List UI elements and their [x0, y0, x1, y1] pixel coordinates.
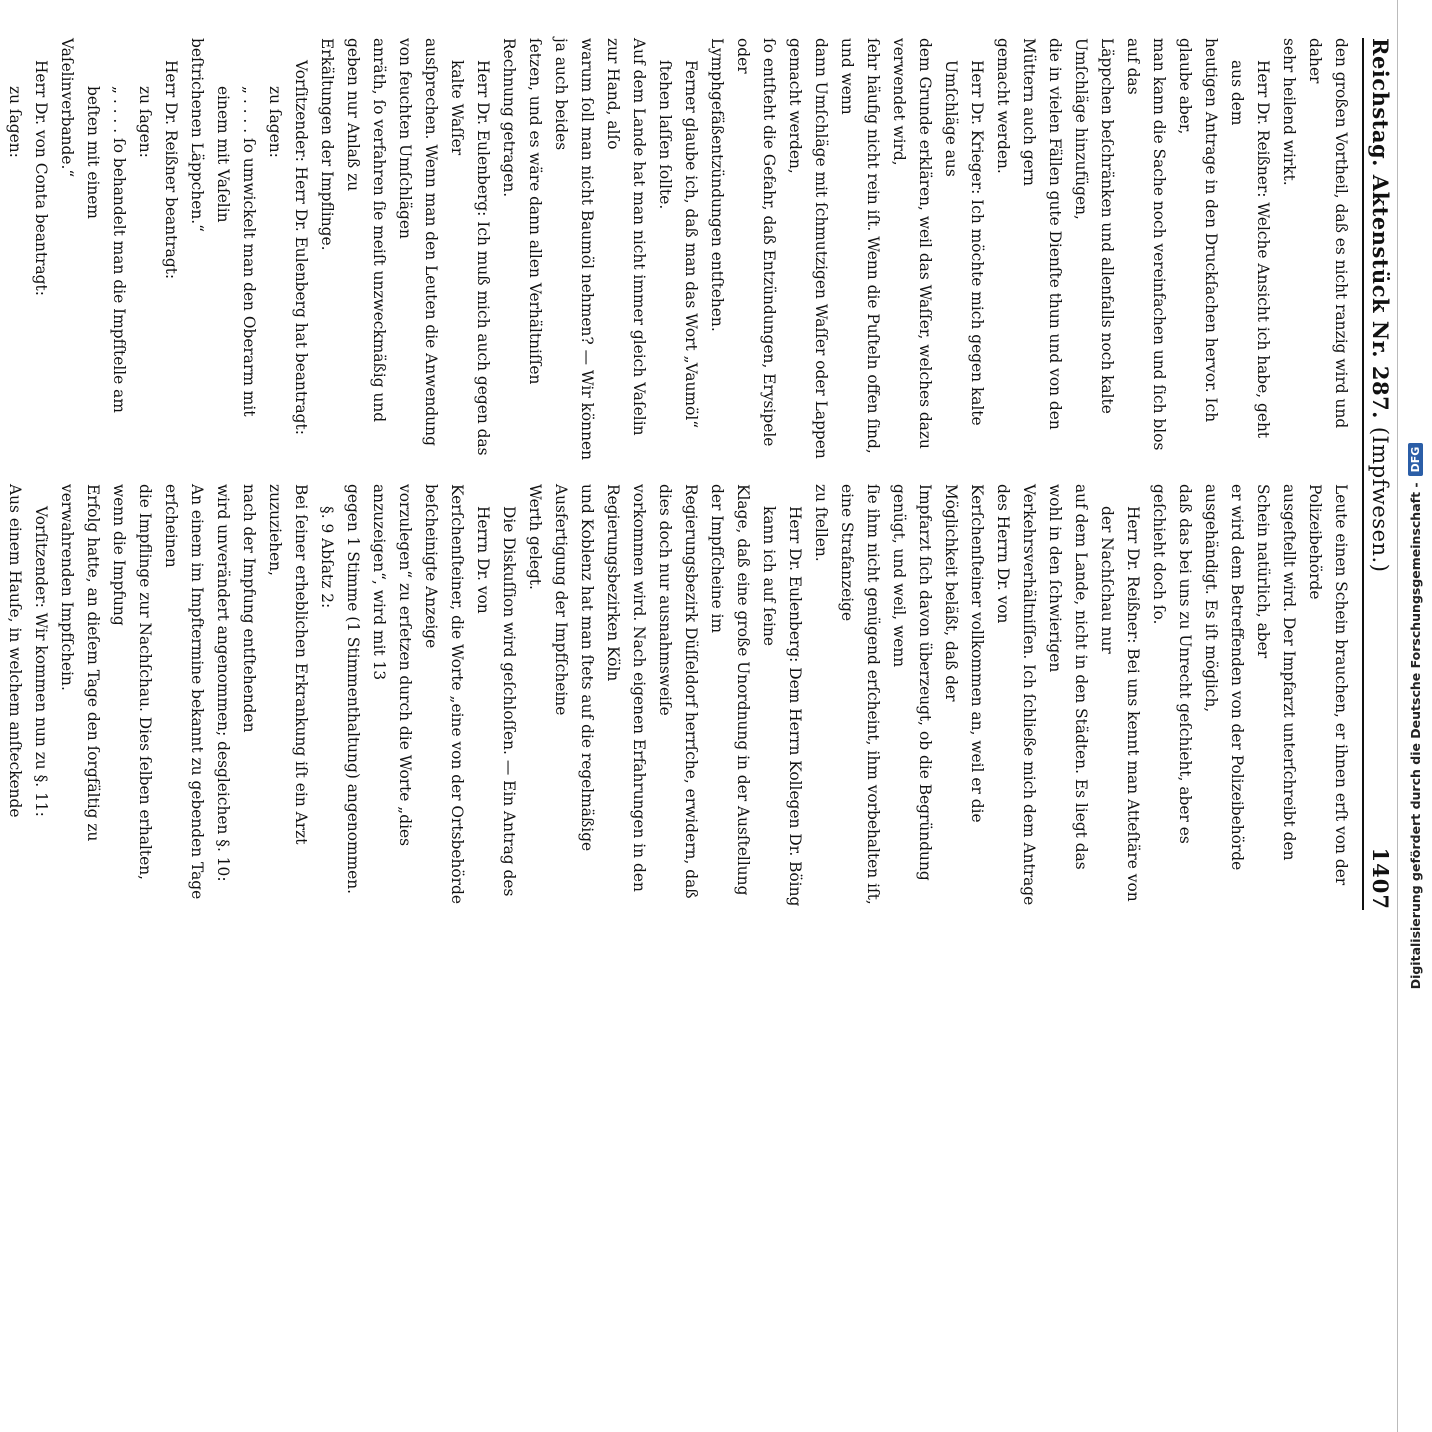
- text-line: Verkehrsverhältniſſen. Ich ſchließe mich dem Antrage des Herrn Dr. von: [994, 484, 1038, 906]
- text-line: Regierungsbezirk Düſſeldorf herrſche, erwidern, daß dies doch nur ausnahmsweiſe: [656, 484, 700, 899]
- text-line: Bei ſeiner erheblichen Erkrankung iſt ein Arzt zuzuziehen,: [266, 484, 310, 845]
- text-line: ſetzen, und es wäre dann allen Verhältniſſen Rechnung getragen.: [500, 38, 544, 385]
- text-line: daß das bei uns zu Unrecht geſchieht, aber es geſchieht doch ſo.: [1150, 484, 1194, 844]
- text-line: zu ſtellen.: [812, 484, 830, 562]
- text-line: den großen Vortheil, daß es nicht ranzig wird und daher: [1306, 38, 1350, 429]
- text-line: Herr Dr. von Conta beantragt:: [32, 60, 50, 296]
- text-line: Erkältungen der Impflinge.: [318, 38, 336, 251]
- text-line: „ . . . . ſo behandelt man die Impfſtelle am beſten mit einem: [84, 86, 128, 413]
- text-line: Impfarzt ſich davon überzeugt, ob die Begründung genügt, und weil, wenn: [890, 484, 934, 881]
- text-line: An einem im Impftermine bekannt zu gebenden Tage erſcheinen: [162, 484, 206, 900]
- text-line: die in vielen Fällen gute Dienſte thun und von den Müttern auch gern: [1020, 38, 1064, 430]
- text-line: [0, 38, 2, 464]
- text-line: ausſprechen. Wenn man den Leuten die Anwendung von feuchten Umſchlägen: [396, 38, 440, 446]
- text-line: heutigen Antrage in den Druckſachen hervor. Ich glaube aber,: [1176, 38, 1220, 423]
- text-line: Herr Dr. Reißner beantragt:: [162, 60, 180, 280]
- text-line: Herr Dr. Eulenberg: Ich muß mich auch gegen das kalte Waſſer: [448, 60, 492, 456]
- text-line: dem Grunde erklären, weil das Waſſer, welches dazu verwendet wird,: [890, 38, 934, 449]
- text-line: Erfolg hatte, an dieſem Tage den ſorgfältig zu verwahrenden Impfſchein.: [58, 484, 102, 842]
- text-line: Kerſchenſteiner, die Worte „eine von der Ortsbehörde beſcheinigte Anzeige: [422, 484, 466, 904]
- text-line: „ . . . . ſo umwickelt man den Oberarm mit einem mit Vaſelin: [214, 86, 258, 417]
- text-columns: [6, 38, 1354, 910]
- text-line: ſie ihm nicht genügend erſcheint, ihm vorbehalten iſt, eine Strafanzeige: [838, 484, 882, 905]
- left-column: [6, 38, 1354, 464]
- text-line: anräth, ſo verfahren ſie meiſt unzweckmäßig und geben nur Anlaß zu: [344, 38, 388, 423]
- text-line: zu ſagen:: [136, 86, 154, 158]
- text-line: zu ſagen:: [6, 86, 24, 158]
- running-title-text: Reichstag. Aktenstück Nr. 287.: [1368, 38, 1393, 419]
- text-line: wird unverändert angenommen; desgleichen §. 10:: [214, 484, 232, 882]
- text-line: Lymphgefäßentzündungen entſtehen.: [708, 38, 726, 332]
- text-line: dann Umſchläge mit ſchmutzigen Waſſer oder Lappen gemacht werden,: [786, 38, 830, 459]
- text-line: Auf dem Lande hat man nicht immer gleich Vaſelin zur Hand, alſo: [604, 38, 648, 436]
- text-line: man kann die Sache noch vereinfachen und ſich blos auf das: [1124, 38, 1168, 451]
- text-line: Leute einen Schein brauchen, er ihnen erſt von der Polizeibehörde: [1306, 484, 1350, 886]
- running-topic: (Impfwesen.): [1368, 426, 1392, 573]
- text-line: Ferner glaube ich, daß man das Wort „Vaumöl“ ſtehen laſſen ſollte.: [656, 60, 700, 429]
- page-number: 1407: [1368, 847, 1393, 910]
- text-line: Vorſitzender: Herr Dr. Eulenberg hat beantragt:: [292, 60, 310, 435]
- text-line: Herr Dr. Krieger: Ich möchte mich gegen kalte Umſchläge aus: [942, 60, 986, 426]
- text-line: sehr heilend wirkt.: [1280, 38, 1298, 186]
- text-line: vorzulegen“ zu erſetzen durch die Worte „dies anzuzeigen“, wird mit 13: [370, 484, 414, 847]
- text-line: Herr Dr. Reißner: Bei uns kennt man Atteſtäre von der Nachſchau nur: [1098, 506, 1142, 902]
- text-line: ſo entſteht die Gefahr, daß Entzündungen, Erysipele oder: [734, 38, 778, 447]
- running-title: [1368, 38, 1393, 572]
- text-line: Läppchen beſchränken und allenfalls noch kalte Umſchläge hinzufügen,: [1072, 38, 1116, 414]
- text-line: gemacht werden.: [994, 38, 1012, 174]
- dfg-logo: DFG: [1408, 443, 1423, 477]
- text-line: Aus einem Hauſe, in welchem anſteckende: [6, 484, 24, 818]
- text-line: Herr Dr. Eulenberg: Dem Herrn Kollegen Dr. Böing kann ich auf ſeine: [760, 506, 804, 907]
- text-line: Kerſchenſteiner vollkommen an, weil er die Möglichkeit beläßt, daß der: [942, 484, 986, 823]
- text-line: ſehr häufig nicht rein iſt. Wenn die Puſteln offen ſind, und wenn: [838, 38, 882, 454]
- text-line: und Koblenz hat man ſtets auf die regelmäßige Ausfertigung der Impfſcheine: [552, 484, 596, 852]
- text-line: auf dem Lande, nicht in den Städten. Es liegt das wohl in den ſchwierigen: [1046, 484, 1090, 870]
- text-line: Werth gelegt.: [526, 484, 544, 590]
- text-line: beſtrichenen Läppchen.“: [188, 38, 206, 232]
- text-line: Klage, daß eine große Unordnung in der Ausſtellung der Impfſcheine im: [708, 484, 752, 896]
- text-line: gegen 1 Stimme (1 Stimmenthaltung) angenommen.: [344, 484, 362, 895]
- text-line: die Impflinge zur Nachſchau. Dies ſelben erhalten, wenn die Impfung: [110, 484, 154, 881]
- digitization-margin: [1397, 0, 1432, 1432]
- text-line: Die Diskuſſion wird geſchloſſen. — Ein Antrag des Herrn Dr. von: [474, 506, 518, 897]
- digitization-note-text: Digitalisierung gefördert durch die Deutsche Forschungsgemeinschaft -: [1407, 482, 1423, 990]
- text-line: warum ſoll man nicht Baumöl nehmen? — Wir können ja auch beides: [552, 38, 596, 461]
- text-line: Herr Dr. Reißner: Welche Ansicht ich habe, geht aus dem: [1228, 60, 1272, 439]
- digitization-note: [1398, 0, 1432, 1432]
- right-column: [6, 484, 1354, 910]
- text-line: Vaſelinverbande.“: [58, 38, 76, 178]
- text-line: er wird dem Betreffenden von der Polizeibehörde ausgehändigt. Es iſt möglich,: [1202, 484, 1246, 871]
- text-line: nach der Impfung entſtehenden: [240, 484, 258, 733]
- text-line: Vorſitzender: Wir kommen nun zu §. 11:: [32, 506, 50, 817]
- page-header: [1362, 38, 1402, 910]
- text-line: vorkommen wird. Nach eigenen Erfahrungen in den Regierungsbezirken Köln: [604, 484, 648, 892]
- text-line: zu ſagen:: [266, 86, 284, 158]
- text-line: ausgeſtellt wird. Der Impfarzt unterſchreibt den Schein natürlich, aber: [1254, 484, 1298, 861]
- text-line: §. 9 Abſatz 2:: [318, 506, 336, 609]
